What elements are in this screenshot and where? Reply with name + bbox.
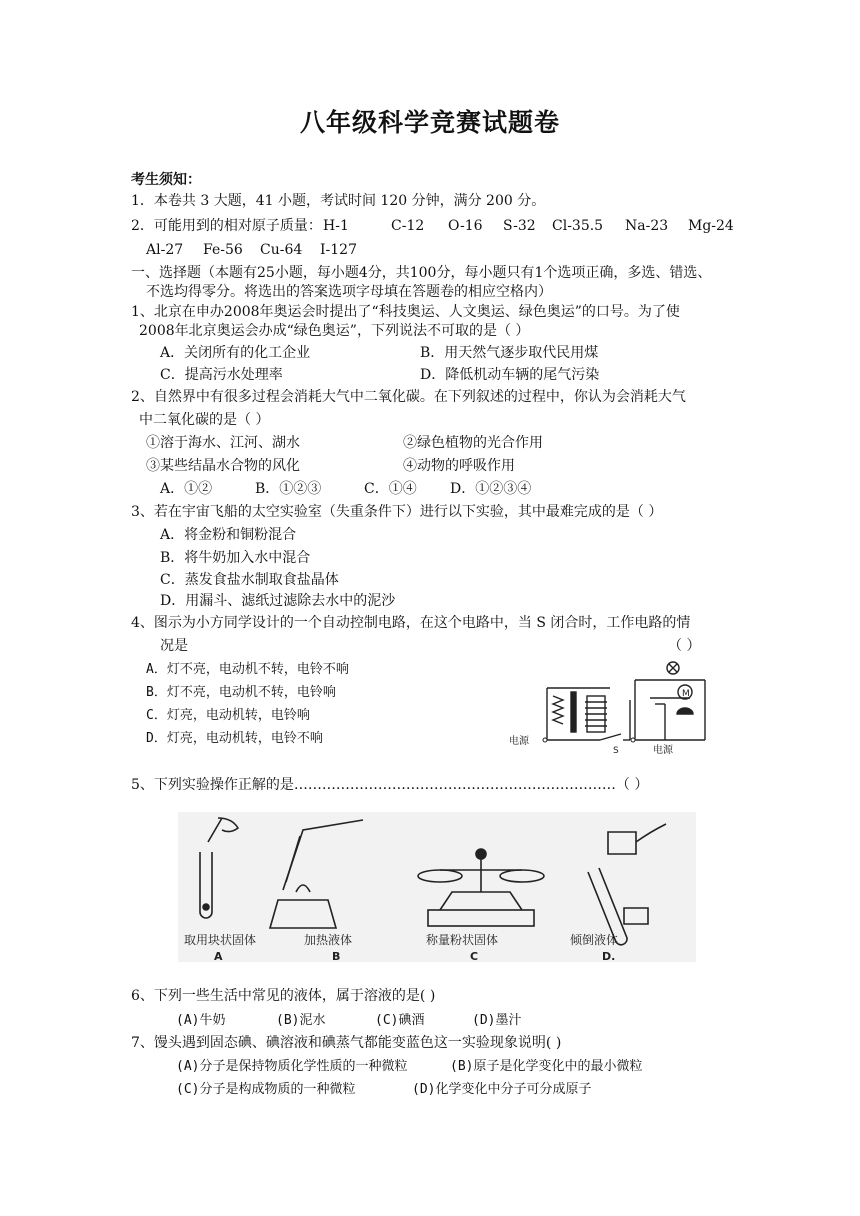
q4-switch-label: S [613, 746, 619, 755]
q4-option-b: B．灯不亮，电动机不转，电铃响 [146, 685, 336, 700]
q2-option-a: A．①② [160, 481, 213, 497]
q2-statement-4: ④动物的呼吸作用 [403, 458, 515, 474]
q3-stem: 3、若在宇宙飞船的太空实验室（失重条件下）进行以下实验，其中最难完成的是（ ） [131, 504, 663, 520]
q1-option-c: C．提高污水处理率 [160, 367, 283, 383]
q2-option-c: C．①④ [364, 481, 417, 497]
q2-statement-1: ①溶于海水、江河、湖水 [146, 435, 300, 451]
q5-caption-d: 倾倒液体 [570, 933, 619, 947]
q2-statement-2: ②绿色植物的光合作用 [403, 435, 543, 451]
q5-stem: 5、下列实验操作正解的是……………………………………………………………（ ） [131, 777, 649, 793]
q3-option-d: D．用漏斗、滤纸过滤除去水中的泥沙 [160, 593, 396, 609]
q1-stem-1: 1、北京在申办2008年奥运会时提出了“科技奥运、人文奥运、绿色奥运”的口号。为了使 [131, 304, 680, 320]
q4-stem-1: 4、图示为小方同学设计的一个自动控制电路，在这个电路中，当 S 闭合时，工作电路的情 [131, 615, 691, 631]
q4-left-power-label: 电源 [509, 736, 529, 747]
q2-stem-2: 中二氧化碳的是（ ） [139, 412, 270, 428]
q7-option-d: (D)化学变化中分子可分成原子 [412, 1082, 592, 1097]
q1-option-a: A．关闭所有的化工企业 [160, 345, 311, 361]
q6-option-c: (C)碘酒 [375, 1013, 425, 1028]
q5-letter-b: B [332, 950, 341, 962]
mass-item: Fe-56 [203, 242, 243, 258]
q3-option-a: A．将金粉和铜粉混合 [160, 527, 297, 543]
mass-item: Na-23 [625, 218, 669, 234]
q4-stem-2: 况是 [160, 638, 188, 654]
q1-stem-2: 2008年北京奥运会办成“绿色奥运”，下列说法不可取的是（ ） [139, 323, 530, 339]
mass-item: C-12 [391, 218, 425, 234]
q7-option-c: (C)分子是构成物质的一种微粒 [176, 1082, 356, 1097]
mass-item: O-16 [448, 218, 483, 234]
notice-line-2 [131, 217, 322, 236]
q3-option-c: C．蒸发食盐水制取食盐晶体 [160, 572, 339, 588]
q5-caption-b: 加热液体 [304, 933, 353, 947]
page-title: 八年级科学竞赛试题卷 [299, 108, 560, 137]
q5-lab-operations-figure [178, 812, 696, 962]
q4-motor-label: M [682, 689, 690, 699]
q4-answer-bracket: （ ） [668, 638, 701, 654]
notice-heading: 考生须知： [131, 172, 201, 188]
mass-item: Cl-35.5 [552, 218, 604, 234]
mass-item: Mg-24 [688, 218, 734, 234]
q5-caption-c: 称量粉状固体 [426, 933, 499, 947]
q1-option-d: D．降低机动车辆的尾气污染 [420, 367, 600, 383]
q2-statement-3: ③某些结晶水合物的风化 [146, 458, 300, 474]
q7-option-b: (B)原子是化学变化中的最小微粒 [450, 1059, 643, 1074]
q4-right-power-label: 电源 [653, 745, 673, 755]
q4-option-c: C．灯亮，电动机转，电铃响 [146, 708, 310, 723]
section-1-intro-line-1: 一、选择题（本题有25小题，每小题4分，共100分，每小题只有1个选项正确，多选、错选、 [131, 265, 712, 281]
mass-item: H-1 [323, 218, 349, 234]
q6-option-b: (B)泥水 [276, 1013, 326, 1028]
q2-option-d: D．①②③④ [450, 481, 532, 497]
q5-letter-a: A [214, 950, 223, 962]
q5-letter-c: C [470, 950, 479, 962]
q6-option-d: (D)墨汁 [472, 1013, 522, 1028]
mass-item: Al-27 [146, 242, 184, 258]
q3-option-b: B．将牛奶加入水中混合 [160, 550, 311, 566]
mass-item: S-32 [503, 218, 536, 234]
q2-stem-1: 2、自然界中有很多过程会消耗大气中二氧化碳。在下列叙述的过程中，你认为会消耗大气 [131, 389, 686, 405]
q4-option-d: D．灯亮，电动机转，电铃不响 [146, 731, 323, 746]
q2-option-b: B．①②③ [255, 481, 322, 497]
q5-caption-a: 取用块状固体 [184, 933, 257, 947]
section-1-intro-line-2: 不选均得零分。将选出的答案选项字母填在答题卷的相应空格内） [146, 284, 552, 300]
q4-option-a: A．灯不亮，电动机不转，电铃不响 [146, 662, 349, 677]
mass-item: Cu-64 [260, 242, 303, 258]
q7-option-a: (A)分子是保持物质化学性质的一种微粒 [176, 1059, 408, 1074]
q1-option-b: B．用天然气逐步取代民用煤 [420, 345, 599, 361]
q5-letter-d: D. [602, 950, 616, 962]
q6-stem: 6、下列一些生活中常见的液体，属于溶液的是( ) [131, 988, 436, 1004]
mass-item: I-127 [320, 242, 357, 258]
q7-stem: 7、馒头遇到固态碘、碘溶液和碘蒸气都能变蓝色这一实验现象说明( ) [131, 1035, 562, 1051]
notice-line-2-prefix: 2．可能用到的相对原子质量： [131, 218, 322, 234]
notice-line-1: 1．本卷共 3 大题，41 小题，考试时间 120 分钟，满分 200 分。 [131, 193, 546, 209]
q4-circuit-diagram [505, 660, 717, 755]
q6-option-a: (A)牛奶 [176, 1013, 226, 1028]
